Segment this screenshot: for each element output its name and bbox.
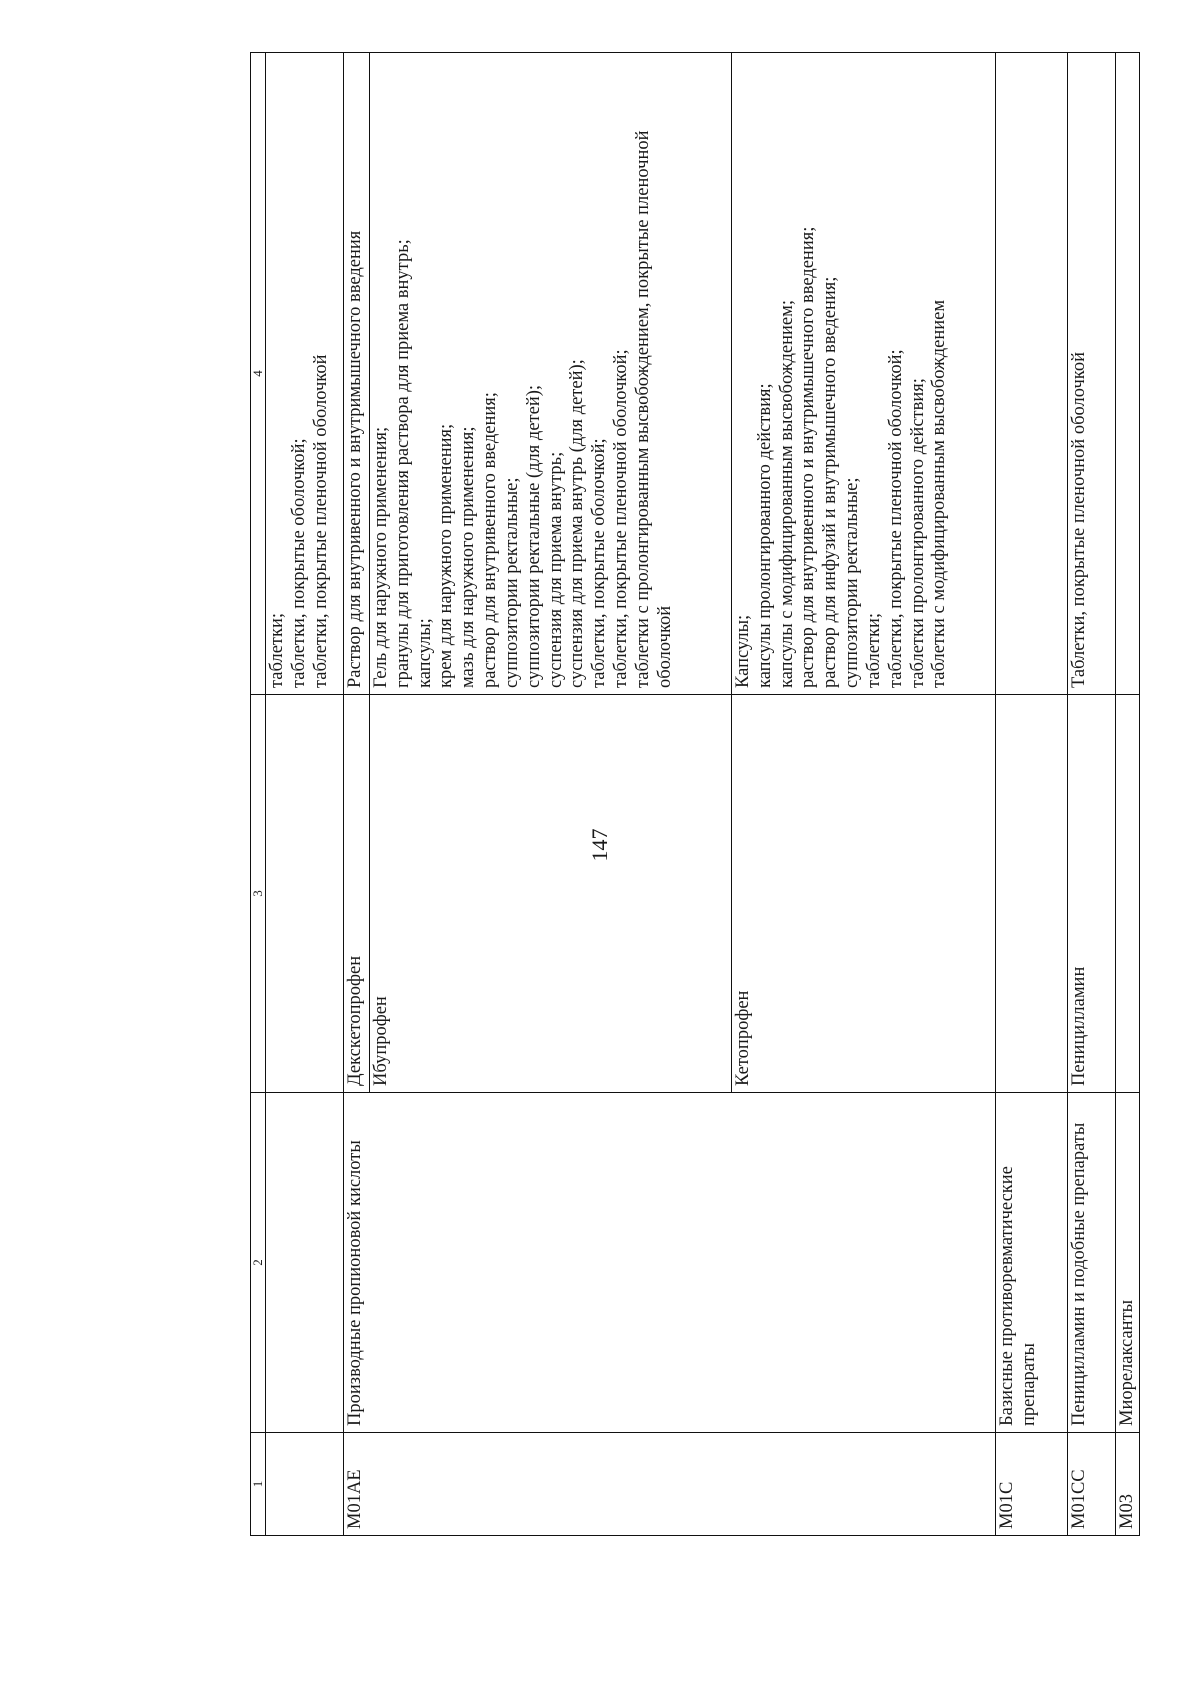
dosage-form-line: таблетки с пролонгированным высвобождением, покрытые пленочной xyxy=(632,130,653,688)
group-cell: Базисные противоревматические препараты xyxy=(996,1093,1068,1433)
table-row-dexketoprofen xyxy=(344,53,370,1536)
dosage-form-line: суспензия для приема внутрь; xyxy=(545,451,566,688)
drug-table-rotated xyxy=(250,53,1137,1536)
dosage-form-line: капсулы пролонгированного действия; xyxy=(754,383,775,688)
dosage-forms-cell xyxy=(1116,53,1140,695)
dosage-form-line: оболочкой xyxy=(654,605,675,688)
dosage-forms-cell xyxy=(344,53,370,695)
table-row-m01c xyxy=(996,53,1068,1536)
substance-cell xyxy=(1116,695,1140,1093)
dosage-form-line: суппозитории ректальные; xyxy=(501,477,522,688)
header-cell: 2 xyxy=(251,1093,266,1433)
dosage-form-line: суппозитории ректальные (для детей); xyxy=(523,384,544,688)
dosage-form-line: Гель для наружного применения; xyxy=(371,426,391,688)
substance-cell xyxy=(996,695,1068,1093)
group-cell: Миорелаксанты xyxy=(1116,1093,1140,1433)
dosage-form-line: таблетки, покрытые оболочкой; xyxy=(288,438,309,688)
dosage-form-line: Капсулы; xyxy=(733,614,753,688)
dosage-form-line: Раствор для внутривенного и внутримышечного введения xyxy=(345,230,365,688)
substance-cell: Пеницилламин xyxy=(1068,695,1116,1093)
dosage-form-line: раствор для внутривенного введения; xyxy=(480,392,501,688)
dosage-form-line: раствор для внутривенного и внутримышечного введения; xyxy=(798,226,819,688)
table-row-m03 xyxy=(1116,53,1140,1536)
table-row-continued xyxy=(266,53,344,1536)
dosage-forms-cell xyxy=(1068,53,1116,695)
page-number: 147 xyxy=(587,828,612,862)
header-row xyxy=(251,53,266,1536)
dosage-form-line: таблетки, покрытые пленочной оболочкой; xyxy=(611,349,632,688)
dosage-form-line: капсулы; xyxy=(414,618,435,688)
atc-code-cell: M01CC xyxy=(1068,1433,1116,1536)
dosage-form-line: таблетки пролонгированного действия; xyxy=(907,378,928,688)
dosage-form-line: суспензия для приема внутрь (для детей); xyxy=(567,359,588,688)
dosage-forms-cell xyxy=(732,53,996,695)
dosage-form-line: таблетки; xyxy=(863,612,884,688)
dosage-form-line: таблетки, покрытые оболочкой; xyxy=(589,438,610,688)
dosage-forms-cell xyxy=(996,53,1068,695)
dosage-forms-cell xyxy=(370,53,732,695)
dosage-form-line: Таблетки, покрытые пленочной оболочкой xyxy=(1069,351,1089,688)
dosage-form-line: капсулы с модифицированным высвобождением; xyxy=(776,300,797,688)
drug-table xyxy=(250,52,1140,1536)
dosage-form-line: суппозитории ректальные; xyxy=(842,477,863,688)
header-cell: 3 xyxy=(251,695,266,1093)
dosage-form-line: таблетки; xyxy=(267,612,287,688)
dosage-form-line: мазь для наружного применения; xyxy=(458,426,479,688)
group-cell: Пеницилламин и подобные препараты xyxy=(1068,1093,1116,1433)
dosage-forms-cell xyxy=(266,53,344,695)
dosage-form-line: раствор для инфузий и внутримышечного введения; xyxy=(820,276,841,688)
header-cell: 1 xyxy=(251,1433,266,1536)
atc-code-cell: M01AE xyxy=(344,1433,996,1536)
dosage-form-line: таблетки с модифицированным высвобождением xyxy=(929,299,950,688)
dosage-form-line: таблетки, покрытые пленочной оболочкой; xyxy=(885,349,906,688)
substance-cell: Ибупрофен xyxy=(370,695,732,1093)
dosage-form-line: гранулы для приготовления раствора для приема внутрь; xyxy=(392,239,413,688)
atc-code-cell: M03 xyxy=(1116,1433,1140,1536)
atc-code-cell: M01C xyxy=(996,1433,1068,1536)
group-cell xyxy=(266,1093,344,1433)
group-cell: Производные пропионовой кислоты xyxy=(344,1093,996,1433)
table-row-m01cc xyxy=(1068,53,1116,1536)
header-cell: 4 xyxy=(251,53,266,695)
substance-cell: Кетопрофен xyxy=(732,695,996,1093)
atc-code-cell xyxy=(266,1433,344,1536)
substance-cell: Декскетопрофен xyxy=(344,695,370,1093)
dosage-form-line: таблетки, покрытые пленочной оболочкой xyxy=(310,354,331,688)
substance-cell xyxy=(266,695,344,1093)
dosage-form-line: крем для наружного применения; xyxy=(436,423,457,688)
